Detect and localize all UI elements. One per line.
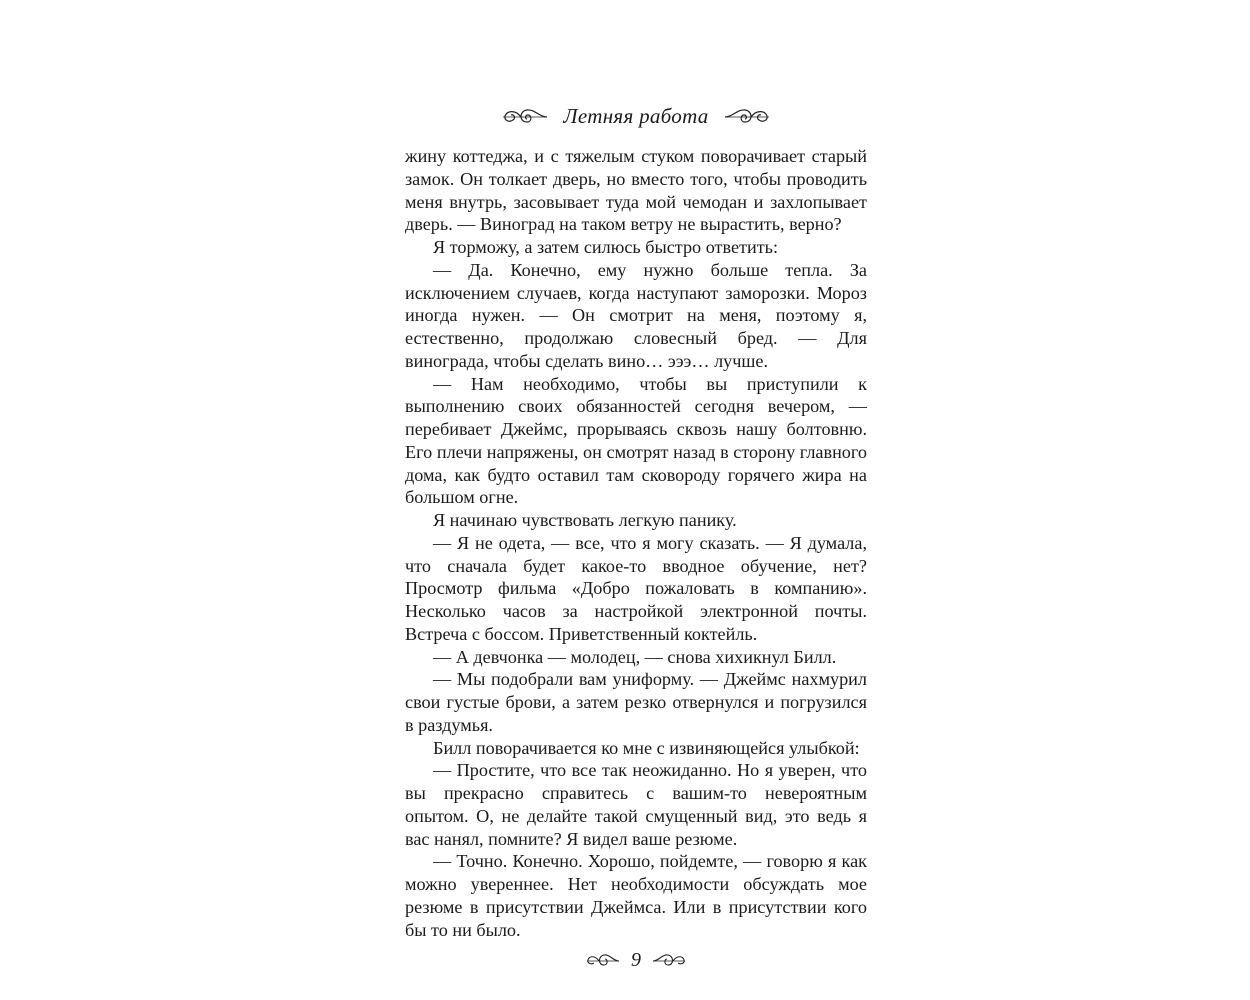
- paragraph: — Точно. Конечно. Хорошо, пойдемте, — говорю я как можно увереннее. Нет необходимости обсуждать мое резюме в присутствии Джеймса. Или в присутствии кого бы то ни было.: [405, 851, 867, 940]
- flourish-small-right-icon: [651, 951, 687, 969]
- flourish-right-icon: [723, 105, 771, 127]
- flourish-left-icon: [501, 105, 549, 127]
- paragraph: жину коттеджа, и с тяжелым стуком поворачивает старый замок. Он толкает дверь, но вместо того, чтобы проводить меня внутрь, засовывает туда мой чемодан и захлопывает дверь. — Виноград на таком ветру не вырастить, верно?: [405, 146, 867, 235]
- paragraph: Я начинаю чувствовать легкую панику.: [433, 510, 737, 530]
- paragraph: Билл поворачивается ко мне с извиняющейся улыбкой:: [433, 737, 860, 758]
- page-number: 9: [631, 948, 641, 971]
- paragraph: — Простите, что все так неожиданно. Но я уверен, что вы прекрасно справитесь с вашим-то невероятным опытом. О, не делайте такой смущенный вид, это ведь я вас нанял, помните? Я видел ваше резюме.: [405, 760, 867, 849]
- page-body-text: [405, 145, 867, 941]
- paragraph: — Нам необходимо, чтобы вы приступили к выполнению своих обязанностей сегодня вечером, — перебивает Джеймс, прорываясь сквозь нашу болтовню. Его плечи напряжены, он смотрят назад в сторону главного дома, как будто оставил там сковороду горячего жира на большом огне.: [405, 373, 867, 508]
- paragraph: — Да. Конечно, ему нужно больше тепла. За исключением случаев, когда наступают заморозки. Мороз иногда нужен. — Он смотрит на меня, поэтому я, естественно, продолжаю словесный бред. — Для винограда, чтобы сделать вино… эээ… лучше.: [405, 259, 867, 371]
- paragraph: — Я не одета, — все, что я могу сказать. — Я думала, что сначала будет какое-то вводное обучение, нет? Просмотр фильма «Добро пожаловать в компанию». Несколько часов за настройкой электронной почты. Встреча с боссом. Приветственный коктейль.: [405, 532, 867, 644]
- paragraph: Я торможу, а затем силюсь быстро ответить:: [433, 237, 779, 257]
- running-header: [405, 100, 867, 132]
- header-title: Летняя работа: [563, 103, 709, 128]
- paragraph: — Мы подобрали вам униформу. — Джеймс нахмурил свои густые брови, а затем резко отвернулся и погрузился в раздумья.: [405, 669, 867, 735]
- page-footer: [405, 946, 867, 974]
- flourish-small-left-icon: [585, 951, 621, 969]
- paragraph: — А девчонка — молодец, — снова хихикнул Билл.: [433, 646, 837, 667]
